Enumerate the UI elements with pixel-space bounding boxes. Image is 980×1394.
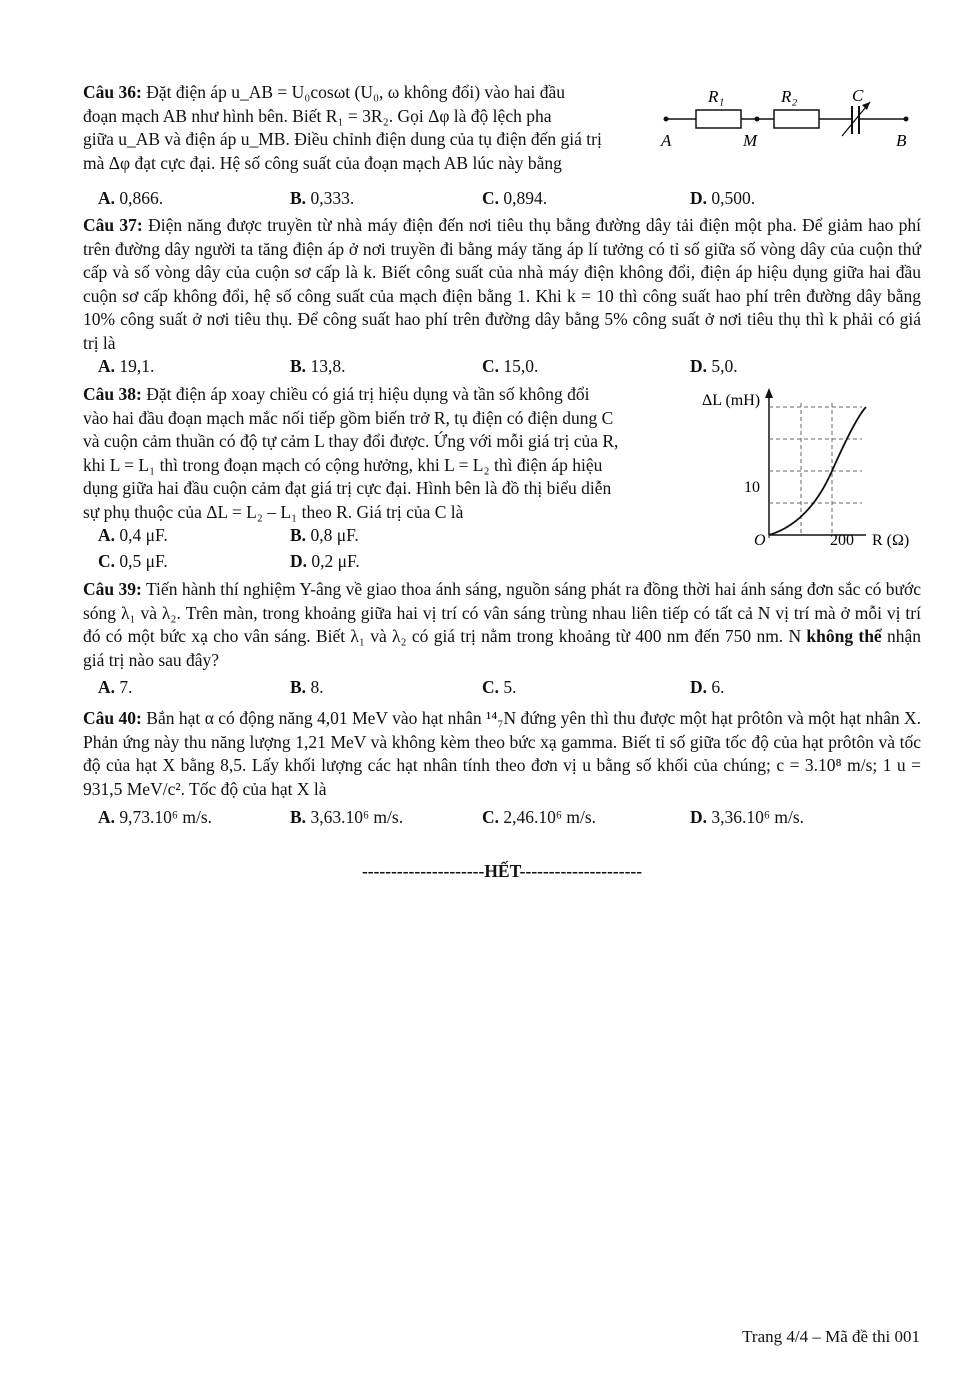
graph-origin: O bbox=[754, 532, 766, 549]
question-37 bbox=[83, 214, 921, 355]
question-36-line-4: mà Δφ đạt cực đại. Hệ số công suất của đoạn mạch AB lúc này bằng bbox=[83, 152, 562, 173]
question-39 bbox=[83, 578, 921, 672]
question-38-line-3: và cuộn cảm thuần có độ tự cảm L thay đổi được. Ứng với mỗi giá trị của R, bbox=[83, 431, 619, 451]
question-38-line-5: dụng giữa hai đầu cuộn cảm đạt giá trị cực đại. Hình bên là đồ thị biểu diễn bbox=[83, 478, 612, 498]
question-40-options bbox=[98, 806, 918, 830]
label-r2: R₂ bbox=[781, 87, 798, 106]
question-38-line-1: Đặt điện áp xoay chiều có giá trị hiệu dụng và tần số không đổi bbox=[146, 384, 590, 404]
option-c[interactable]: C. 0,894. bbox=[482, 188, 548, 208]
question-40 bbox=[83, 707, 921, 801]
option-d[interactable]: D. 3,36.10⁶ m/s. bbox=[690, 807, 805, 827]
question-37-text: Điện năng được truyền từ nhà máy điện đến nơi tiêu thụ bằng đường dây tải điện một pha. Để giảm hao phí trên đường dây người ta tăng điện áp ở nơi truyền đi bằng máy tăng áp lí tưởng có tỉ số giữa số vòng dây của cuộn thứ cấp và số vòng dây của cuộn sơ cấp là k. Biết công suất của nhà máy điện không đổi, điện áp hiệu dụng giữa hai đầu cuộn sơ cấp không đổi, hệ số công suất của mạch điện bằng 1. Khi k = 10 thì công suất hao phí trên đường dây bằng 10% công suất ở nơi tiêu thụ. Để công suất hao phí trên đường dây bằng 5% công suất ở nơi tiêu thụ thì k phải có giá trị là bbox=[83, 215, 922, 353]
question-39-options bbox=[98, 676, 918, 700]
question-38-label: Câu 38: bbox=[83, 384, 142, 404]
label-a: A bbox=[661, 131, 672, 150]
option-a[interactable]: A. 19,1. bbox=[98, 356, 155, 376]
label-m: M bbox=[743, 131, 758, 150]
option-a[interactable]: A. 9,73.10⁶ m/s. bbox=[98, 807, 213, 827]
option-a[interactable]: A. 7. bbox=[98, 677, 133, 697]
question-39-label: Câu 39: bbox=[83, 579, 142, 599]
label-r1: R₁ bbox=[708, 87, 725, 106]
option-d[interactable]: D. 6. bbox=[690, 677, 725, 697]
option-d[interactable]: D. 0,500. bbox=[690, 188, 756, 208]
question-37-label: Câu 37: bbox=[83, 215, 143, 235]
node-m bbox=[755, 117, 760, 122]
option-c[interactable]: C. 15,0. bbox=[482, 356, 539, 376]
question-40-text: Bắn hạt α có động năng 4,01 MeV vào hạt nhân ¹⁴₇N đứng yên thì thu được một hạt prôtôn và một hạt nhân X. Phản ứng này thu năng lượng 1,21 MeV và không kèm theo bức xạ gamma. Biết tỉ số giữa tốc độ của hạt prôtôn và tốc độ của hạt X bằng 8,5. Lấy khối lượng các hạt nhân tính theo đơn vị u bằng số khối của chúng; c = 3.10⁸ m/s; 1 u = 931,5 MeV/c². Tốc độ của hạt X là bbox=[83, 708, 922, 799]
option-a[interactable]: A. 0,866. bbox=[98, 188, 164, 208]
option-c[interactable]: C. 2,46.10⁶ m/s. bbox=[482, 807, 597, 827]
option-d[interactable]: D. 0,2 μF. bbox=[290, 551, 360, 571]
option-b[interactable]: B. 13,8. bbox=[290, 356, 346, 376]
node-b bbox=[904, 117, 909, 122]
question-39-text: Tiến hành thí nghiệm Y-âng về giao thoa ánh sáng, nguồn sáng phát ra đồng thời hai ánh sáng đơn sắc có bước sóng λ₁ và λ₂. Trên màn, trong khoảng giữa hai vị trí có vân sáng trùng nhau liên tiếp có tất cả N vị trí mà ở mỗi vị trí đó có một bức xạ cho vân sáng. Biết λ₁ và λ₂ có giá trị nằm trong khoảng từ 400 nm đến 750 nm. N bbox=[83, 579, 922, 646]
node-a bbox=[664, 117, 669, 122]
question-40-label: Câu 40: bbox=[83, 708, 142, 728]
question-36-line-3: giữa u_AB và điện áp u_MB. Điều chỉnh điện dung của tụ điện đến giá trị bbox=[83, 129, 602, 149]
circuit-diagram bbox=[656, 84, 926, 154]
question-36-label: Câu 36: bbox=[83, 82, 142, 102]
question-38 bbox=[83, 383, 683, 524]
question-38-options-row-1 bbox=[98, 524, 918, 548]
question-36-line-1: Đặt điện áp u_AB = U₀cosωt (U₀, ω không đổi) vào hai đầu bbox=[146, 82, 566, 102]
question-38-line-6: sự phụ thuộc của ΔL = L₂ – L₁ theo R. Giá trị của C là bbox=[83, 501, 464, 522]
option-d[interactable]: D. 5,0. bbox=[690, 356, 738, 376]
option-b[interactable]: B. 0,333. bbox=[290, 188, 355, 208]
page-footer: Trang 4/4 – Mã đề thi 001 bbox=[742, 1327, 920, 1346]
resistor-r1 bbox=[696, 110, 741, 128]
option-a[interactable]: A. 0,4 μF. bbox=[98, 525, 168, 545]
question-38-options-row-2 bbox=[98, 550, 918, 574]
question-38-line-4: khi L = L₁ thì trong đoạn mạch có cộng hưởng, khi L = L₂ thì điện áp hiệu bbox=[83, 454, 603, 475]
option-b[interactable]: B. 8. bbox=[290, 677, 324, 697]
option-c[interactable]: C. 5. bbox=[482, 677, 517, 697]
graph-xtick: 200 bbox=[830, 532, 854, 549]
question-36 bbox=[83, 81, 643, 175]
question-37-options bbox=[98, 355, 918, 379]
label-c: C bbox=[852, 86, 864, 105]
resistor-r2 bbox=[774, 110, 819, 128]
graph-ytick: 10 bbox=[744, 479, 760, 496]
question-36-options bbox=[98, 187, 918, 211]
option-b[interactable]: B. 0,8 μF. bbox=[290, 525, 359, 545]
question-36-line-2: đoạn mạch AB như hình bên. Biết R₁ = 3R₂. Gọi Δφ là độ lệch pha bbox=[83, 105, 552, 126]
graph-ylabel: ΔL (mH) bbox=[702, 392, 761, 409]
graph-xlabel: R (Ω) bbox=[872, 532, 910, 549]
question-39-text-end: nhận giá trị nào sau đây? bbox=[83, 626, 922, 670]
option-c[interactable]: C. 0,5 μF. bbox=[98, 551, 168, 571]
label-b: B bbox=[896, 131, 907, 150]
question-38-line-2: vào hai đầu đoạn mạch mắc nối tiếp gồm biến trở R, tụ điện có điện dung C bbox=[83, 407, 614, 428]
end-marker: ---------------------HẾT--------------------- bbox=[361, 861, 643, 881]
question-39-emphasis: không thể bbox=[806, 626, 882, 646]
option-b[interactable]: B. 3,63.10⁶ m/s. bbox=[290, 807, 404, 827]
